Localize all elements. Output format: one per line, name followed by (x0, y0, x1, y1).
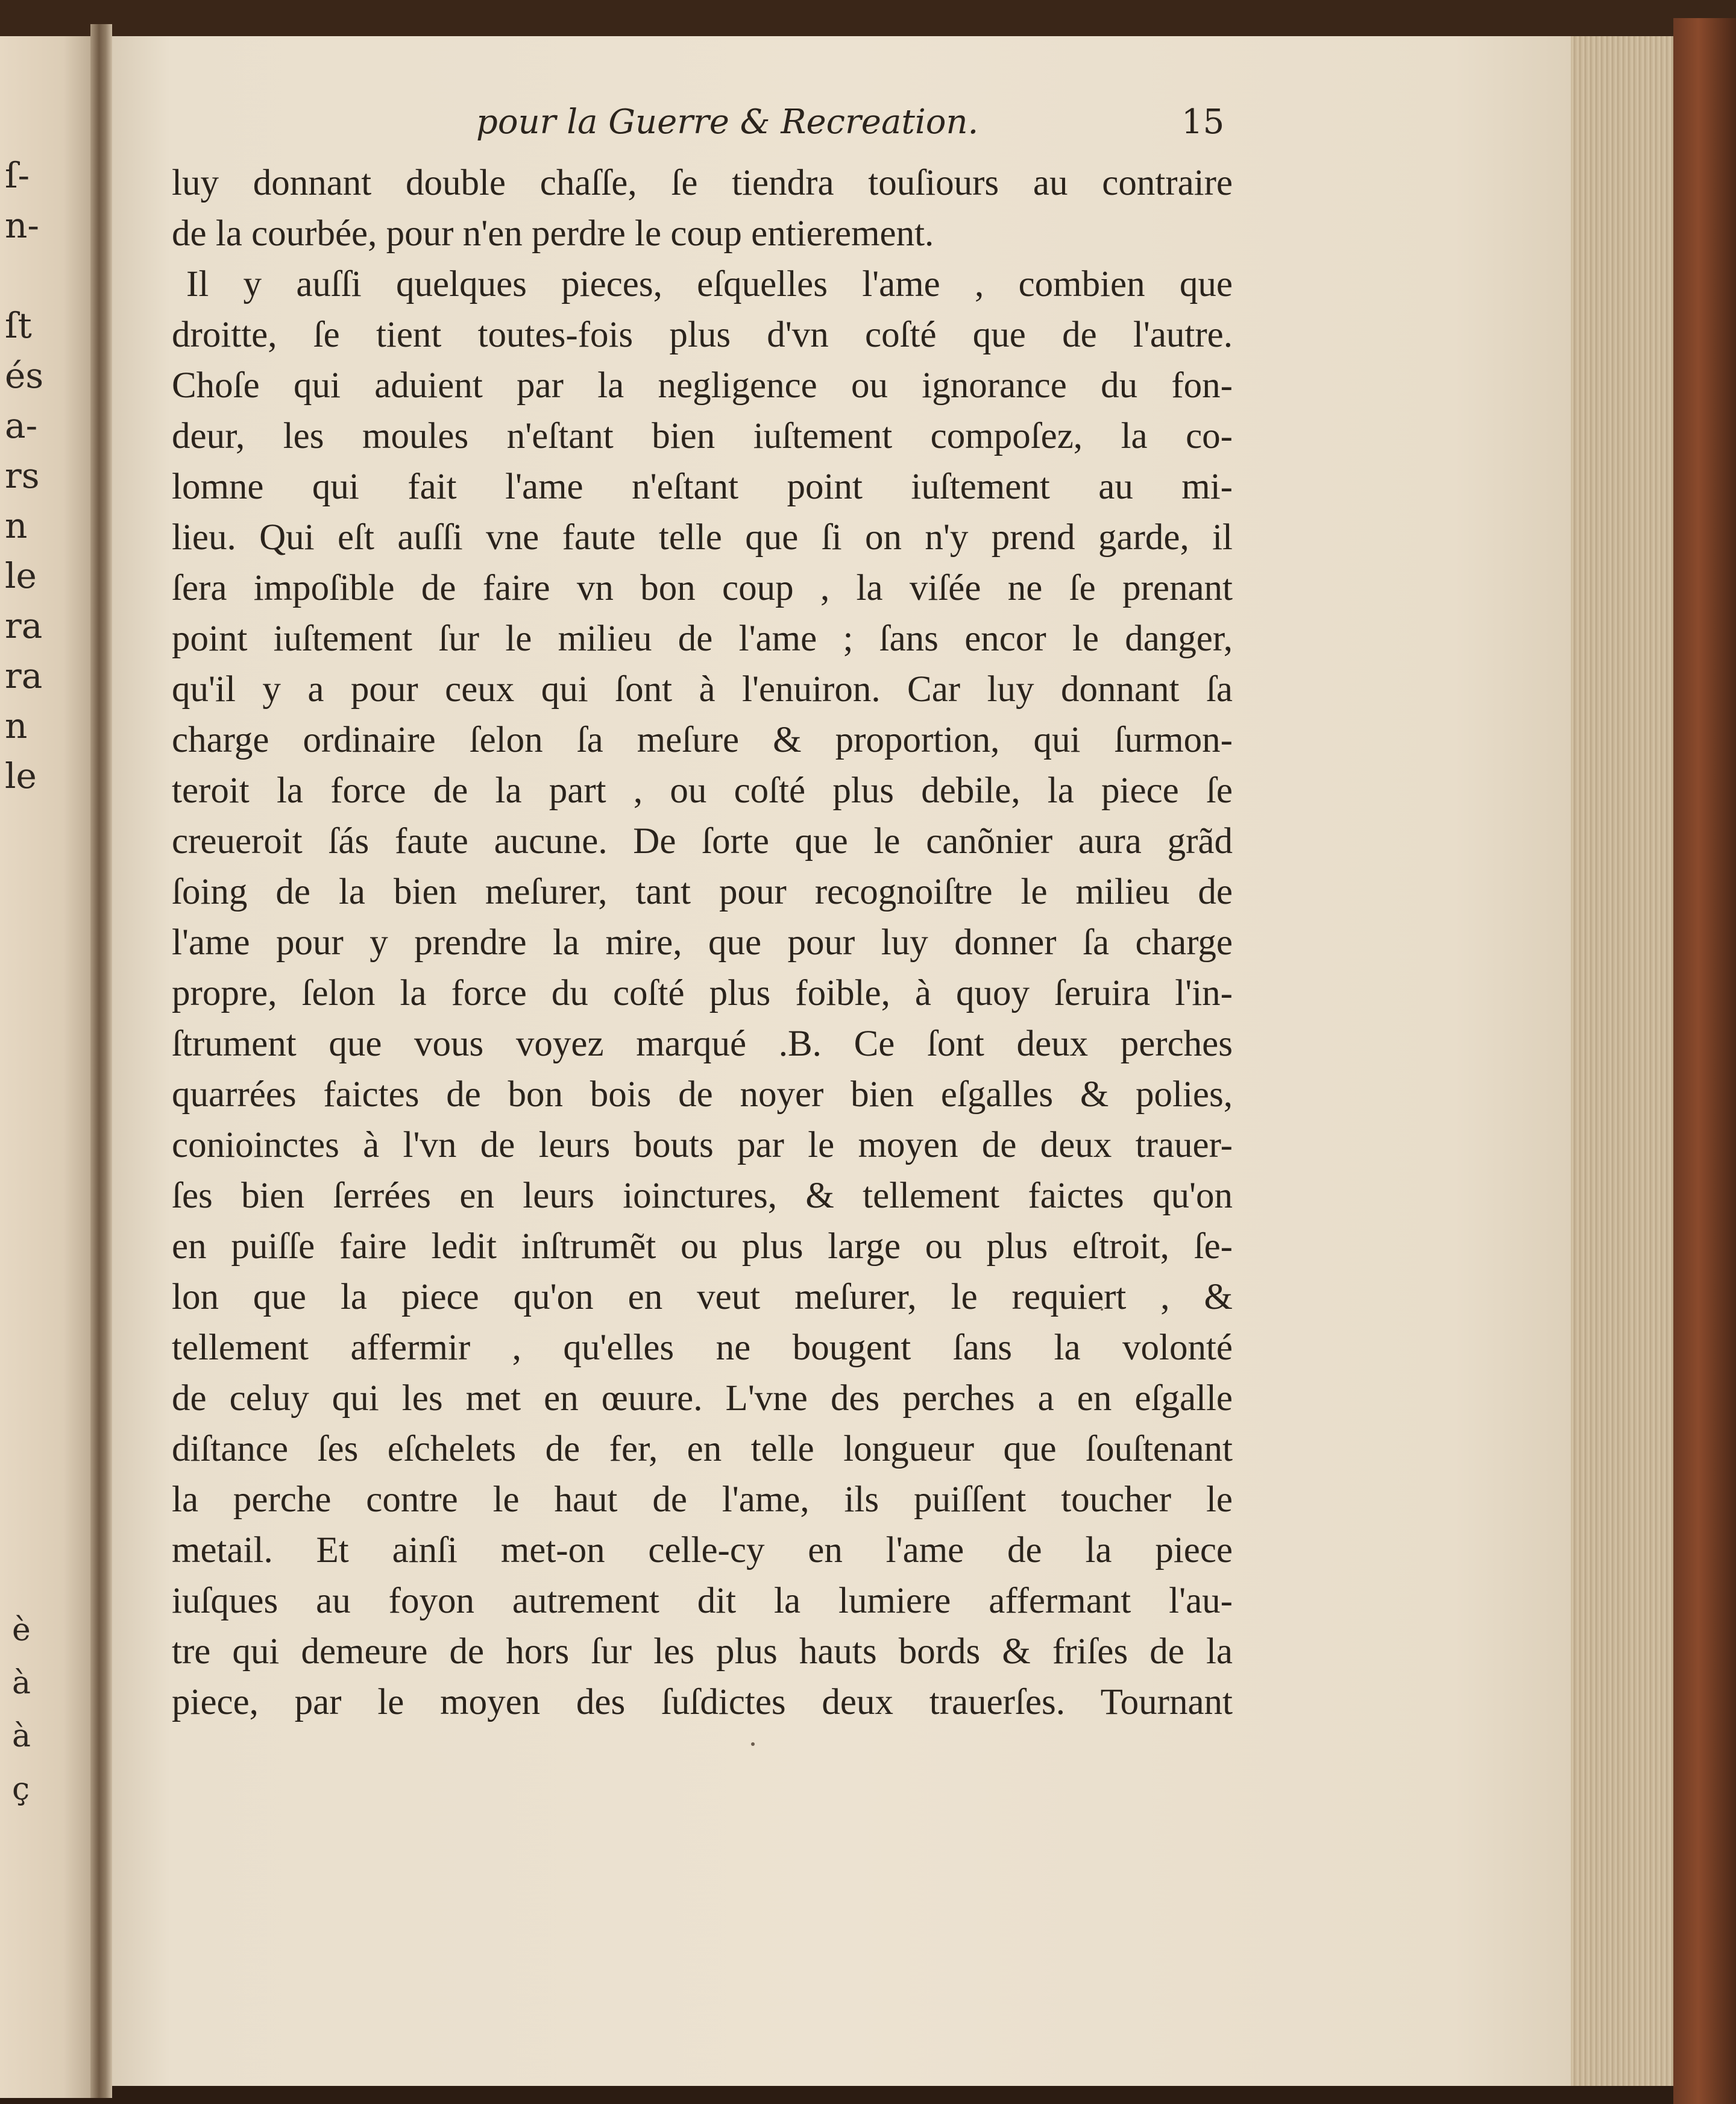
text-line: propre, ſelon la force du coſté plus foible, à quoy ſeruira l'in- (172, 973, 1233, 1013)
text-line: tellement affermir , qu'elles ne bougent ſans la volonté (172, 1328, 1233, 1368)
left-fragment: ra (5, 605, 43, 646)
book-cover-edge (1673, 18, 1736, 2104)
paper-speck (751, 1742, 755, 1746)
left-fragment: à (12, 1718, 31, 1754)
left-fragment: rs (5, 455, 40, 496)
previous-page-line-endings (5, 151, 83, 801)
text-line: iuſques au foyon autrement dit la lumiere affermant l'au- (172, 1581, 1233, 1621)
text-line: de celuy qui les met en œuure. L'vne des perches a en eſgalle (172, 1378, 1233, 1419)
text-line: tre qui demeure de hors ſur les plus hauts bords & friſes de la (172, 1631, 1233, 1672)
text-line: Choſe qui aduient par la negligence ou ignorance du fon- (172, 365, 1233, 406)
running-head: pour la Guerre & Recreation. (476, 102, 979, 142)
text-line: creueroit ſás faute aucune. De ſorte que le canõnier aura grãd (172, 821, 1233, 861)
text-line: l'ame pour y prendre la mire, que pour luy donner ſa charge (172, 922, 1233, 963)
text-line: metail. Et ainſi met-on celle-cy en l'ame de la piece (172, 1530, 1233, 1570)
left-fragment: le (5, 755, 37, 796)
text-line: droitte, ſe tient toutes-fois plus d'vn coſté que de l'autre. (172, 315, 1233, 355)
text-line: diſtance ſes eſchelets de fer, en telle longueur que ſouſtenant (172, 1429, 1233, 1469)
text-line: en puiſſe faire ledit inſtrumẽt ou plus large ou plus eſtroit, ſe- (172, 1226, 1233, 1267)
left-fragment: ra (5, 655, 43, 696)
text-line: lieu. Qui eſt auſſi vne faute telle que ſi on n'y prend garde, il (172, 517, 1233, 558)
text-line: luy donnant double chaſſe, ſe tiendra touſiours au contraire (172, 163, 1233, 203)
body-text (172, 158, 1233, 1728)
text-line: lon que la piece qu'on en veut meſurer, le requiert , & (172, 1277, 1233, 1317)
previous-page-sliver (0, 36, 90, 2098)
book-gutter (90, 24, 112, 2098)
left-fragment: à (12, 1665, 31, 1701)
text-line: qu'il y a pour ceux qui ſont à l'enuiron. Car luy donnant ſa (172, 669, 1233, 710)
text-line: ſera impoſible de faire vn bon coup , la viſée ne ſe prenant (172, 568, 1233, 608)
text-line: ſtrument que vous voyez marqué .B. Ce ſont deux perches (172, 1024, 1233, 1064)
left-fragment: è (12, 1612, 31, 1648)
text-line: Il y auſſi quelques pieces, eſquelles l'ame , combien que (186, 264, 1233, 304)
left-fragment (5, 251, 83, 301)
text-line: piece, par le moyen des ſuſdictes deux trauerſes. Tournant (172, 1682, 1233, 1722)
text-line: quarrées faictes de bon bois de noyer bien eſgalles & polies, (172, 1074, 1233, 1115)
text-line: deur, les moules n'eſtant bien iuſtement compoſez, la co- (172, 416, 1233, 456)
text-line: de la courbée, pour n'en perdre le coup entierement. (172, 213, 934, 254)
text-line: charge ordinaire ſelon ſa meſure & proportion, qui ſurmon- (172, 720, 1233, 760)
left-fragment: n- (5, 205, 39, 246)
left-fragment: ſ- (5, 155, 30, 196)
left-fragment: n (5, 505, 28, 546)
text-line: point iuſtement ſur le milieu de l'ame ; ſans encor le danger, (172, 619, 1233, 659)
previous-page-lower-fragments (12, 1604, 72, 1816)
left-fragment: ſt (5, 305, 32, 346)
left-fragment: és (5, 355, 44, 396)
left-fragment: a- (5, 405, 38, 446)
page-fore-edge (1571, 36, 1673, 2086)
left-fragment: n (5, 705, 28, 746)
text-line: la perche contre le haut de l'ame, ils puiſſent toucher le (172, 1479, 1233, 1520)
text-line: ſoing de la bien meſurer, tant pour recognoiſtre le milieu de (172, 872, 1233, 912)
text-line: ſes bien ſerrées en leurs ioinctures, & tellement faictes qu'on (172, 1176, 1233, 1216)
text-line: lomne qui fait l'ame n'eſtant point iuſtement au mi- (172, 467, 1233, 507)
text-line: conioinctes à l'vn de leurs bouts par le moyen de deux trauer- (172, 1125, 1233, 1165)
text-line: teroit la force de la part , ou coſté plus debile, la piece ſe (172, 770, 1233, 811)
page-number: 15 (1181, 102, 1225, 142)
left-fragment: le (5, 555, 37, 596)
left-fragment: ç (12, 1771, 30, 1807)
